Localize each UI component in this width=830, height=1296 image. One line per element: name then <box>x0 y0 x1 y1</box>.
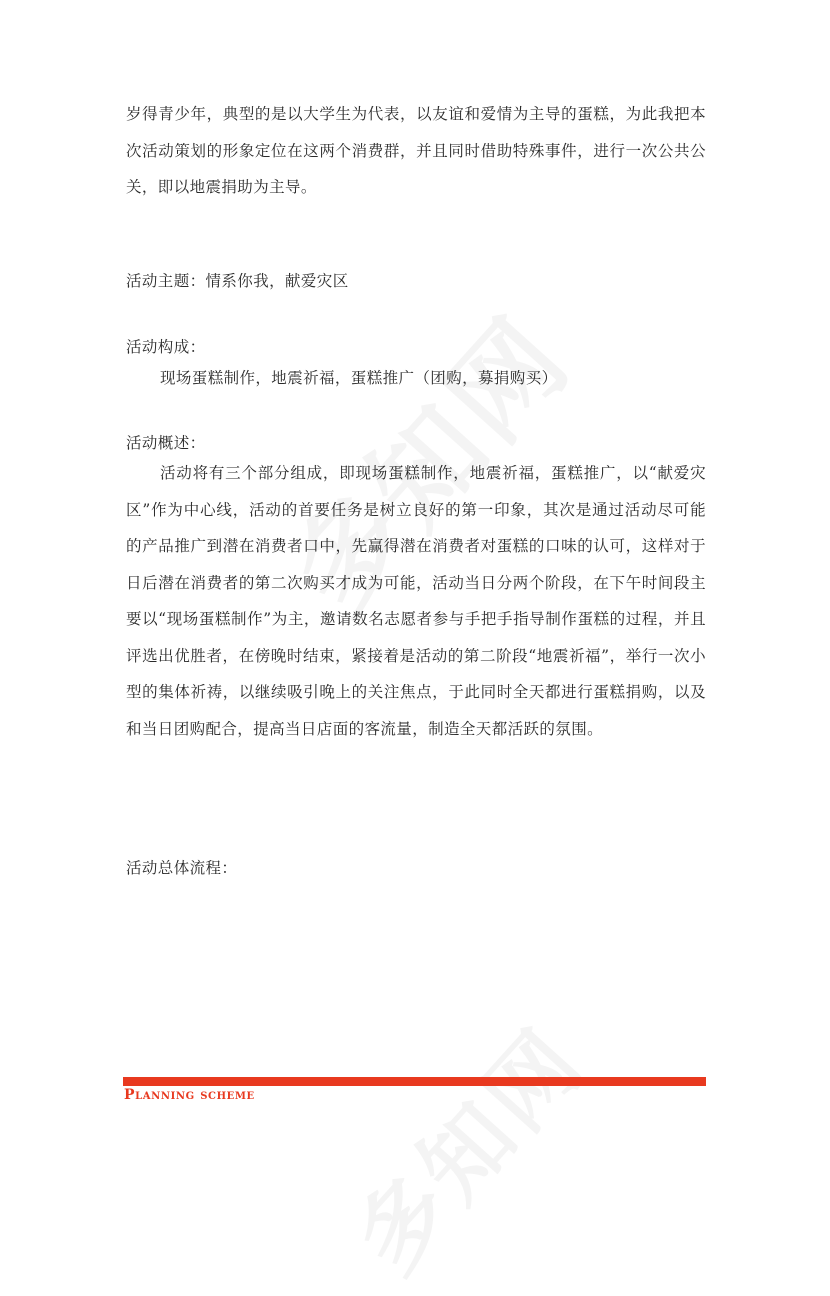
composition-heading: 活动构成： <box>126 338 206 356</box>
overview-body: 活动将有三个部分组成，即现场蛋糕制作，地震祈福，蛋糕推广，以“献爱灾区”作为中心线，活动的首要任务是树立良好的第一印象，其次是通过活动尽可能的产品推广到潜在消费者口中，先赢得潜在消费者对蛋糕的口味的认可，这样对于日后潜在消费者的第二次购买才成为可能，活动当日分两个阶段，在下午时间段主要以“现场蛋糕制作”为主，邀请数名志愿者参与手把手指导制作蛋糕的过程，并且评选出优胜者，在傍晚时结束，紧接着是活动的第二阶段“地震祈福”，举行一次小型的集体祈祷，以继续吸引晚上的关注焦点，于此同时全天都进行蛋糕捐购，以及和当日团购配合，提高当日店面的客流量，制造全天都活跃的氛围。 <box>126 464 706 738</box>
composition-body: 现场蛋糕制作，地震祈福，蛋糕推广（团购，募捐购买） <box>160 369 558 387</box>
overview-heading: 活动概述： <box>126 434 206 452</box>
process-heading: 活动总体流程： <box>126 859 238 877</box>
watermark-bottom <box>319 994 608 1295</box>
theme-line: 活动主题：情系你我，献爱灾区 <box>126 272 349 290</box>
footer-label: Planning scheme <box>124 1087 255 1103</box>
intro-paragraph: 岁得青少年，典型的是以大学生为代表，以友谊和爱情为主导的蛋糕，为此我把本次活动策划的形象定位在这两个消费群，并且同时借助特殊事件，进行一次公共公关，即以地震捐助为主导。 <box>126 105 706 196</box>
footer-bar <box>123 1077 706 1086</box>
